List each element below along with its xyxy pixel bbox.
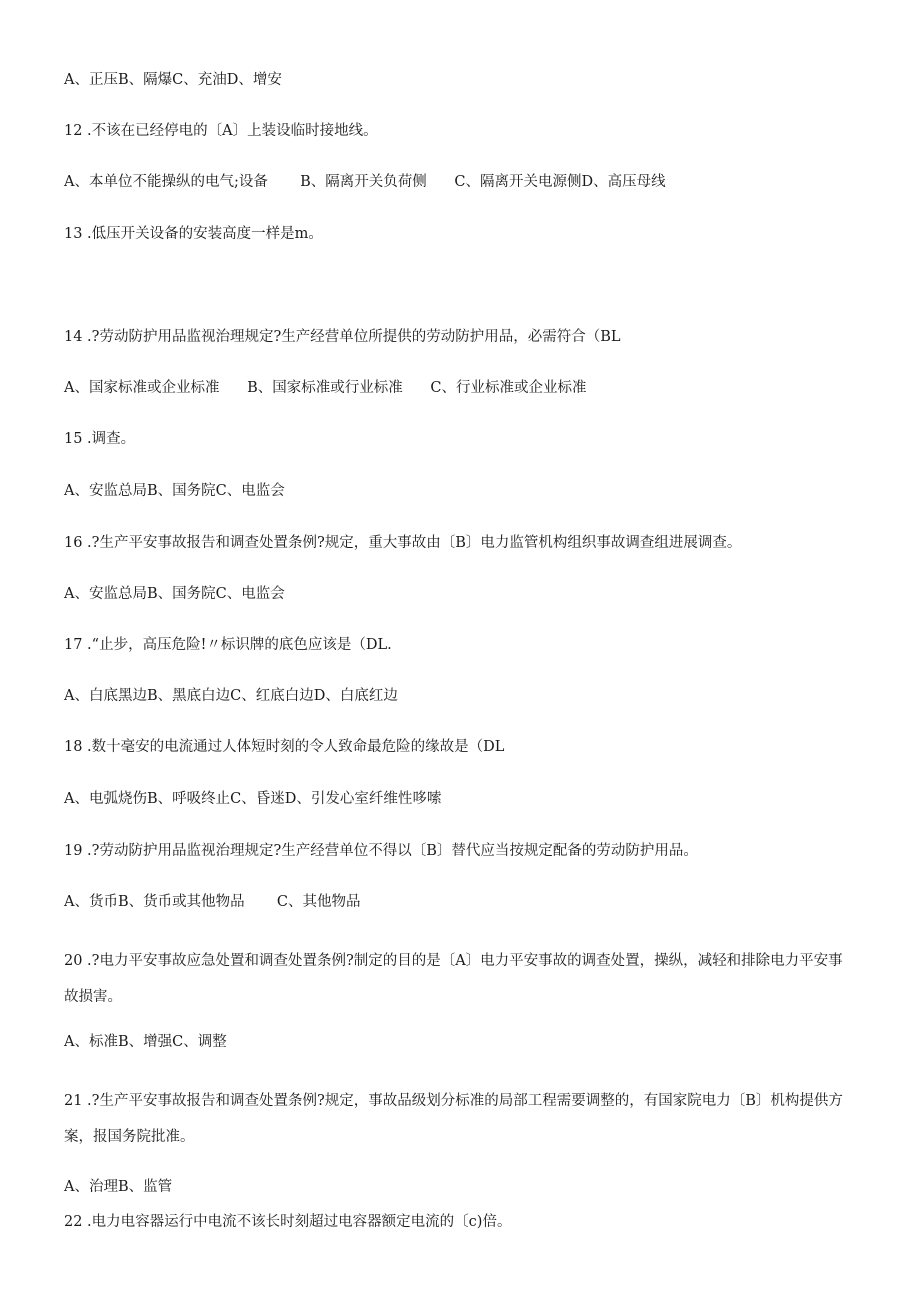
q19-question: 19 .?劳动防护用品监视治理规定?生产经营单位不得以〔B〕替代应当按规定配备的劳动防护用品。 (64, 843, 698, 859)
q17-options: A、白底黑边B、黑底白边C、红底白边D、白底红边 (64, 688, 398, 704)
q15-question: 15 .调查。 (64, 431, 136, 447)
q17-question: 17 .“止步，高压危险!〃标识牌的底色应该是（DL. (64, 637, 392, 653)
q21-question: 21 .?生产平安事故报告和调查处置条例?规定，事故品级划分标准的局部工程需要调整的，有国家院电力〔B〕机构提供方案，报国务院批准。 (64, 1093, 843, 1145)
q14-options: A、国家标准或企业标准 B、国家标准或行业标准 C、行业标准或企业标准 (64, 380, 587, 396)
q15-options: A、安监总局B、国务院C、电监会 (64, 483, 285, 499)
q14-question: 14 .?劳动防护用品监视治理规定?生产经营单位所提供的劳动防护用品，必需符合（BL (64, 329, 621, 345)
q13-question: 13 .低压开关设备的安装高度一样是m。 (64, 226, 323, 242)
q20-options: A、标准B、增强C、调整 (64, 1034, 227, 1050)
q22-question: 22 .电力电容器运行中电流不该长时刻超过电容器额定电流的〔c)倍。 (64, 1214, 512, 1230)
q18-options: A、电弧烧伤B、呼吸终止C、昏迷D、引发心室纤维性哆嗦 (64, 791, 442, 807)
q12-question: 12 .不该在已经停电的〔A〕上装设临时接地线。 (64, 123, 378, 139)
q19-options: A、货币B、货币或其他物品 C、其他物品 (64, 894, 361, 910)
q20-question: 20 .?电力平安事故应急处置和调查处置条例?制定的目的是〔A〕电力平安事故的调查处置，操纵，减轻和排除电力平安事故损害。 (64, 953, 843, 1005)
q11-options: A、正压B、隔爆C、充油D、增安 (64, 72, 282, 88)
q16-options: A、安监总局B、国务院C、电监会 (64, 586, 285, 602)
q16-question: 16 .?生产平安事故报告和调查处置条例?规定，重大事故由〔B〕电力监管机构组织事故调查组进展调查。 (64, 535, 742, 551)
q21-options: A、治理B、监管 (64, 1179, 173, 1195)
q12-options: A、本单位不能操纵的电气;设备 B、隔离开关负荷侧 C、隔离开关电源侧D、高压母线 (64, 174, 666, 190)
q18-question: 18 .数十毫安的电流通过人体短时刻的令人致命最危险的缘故是（DL (64, 739, 505, 755)
